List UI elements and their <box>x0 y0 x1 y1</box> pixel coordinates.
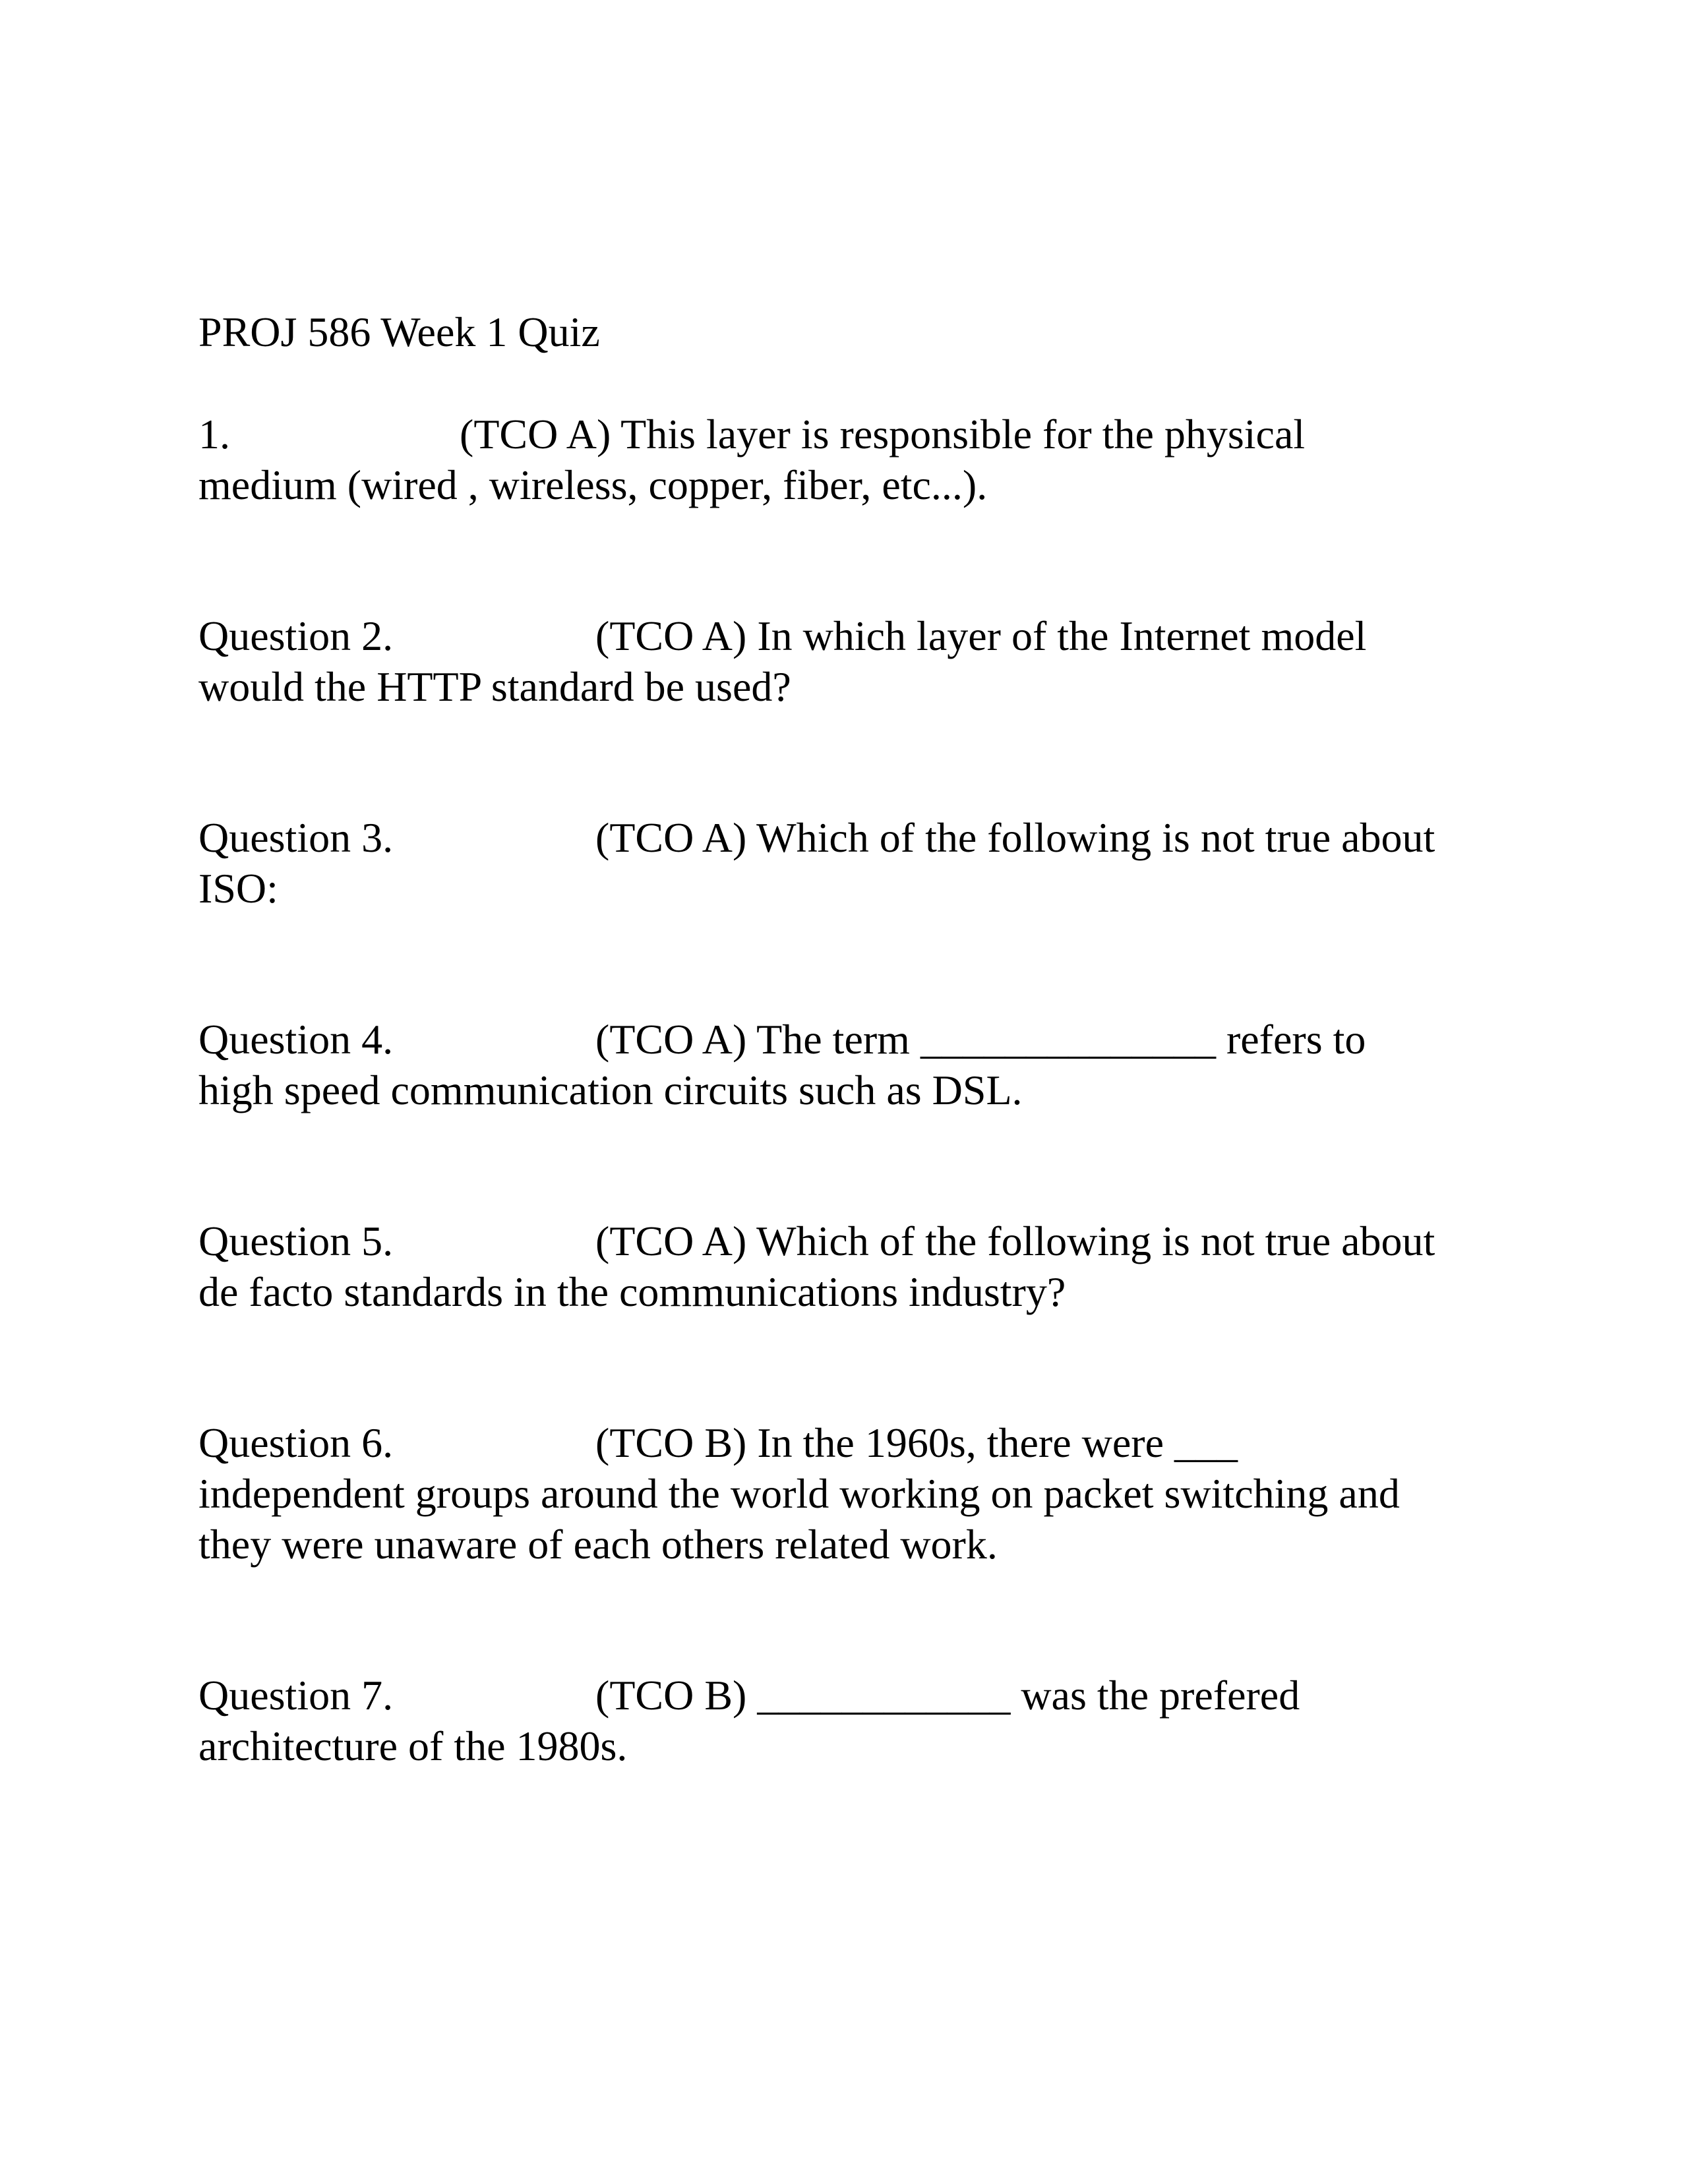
question-6-line-3: they were unaware of each others related work. <box>198 1521 998 1568</box>
question-3-line-1: (TCO A) Which of the following is not true about <box>595 814 1435 861</box>
question-5-line-2: de facto standards in the communications industry? <box>198 1268 1066 1315</box>
question-6-line-2: independent groups around the world working on packet switching and <box>198 1470 1400 1517</box>
question-3-label: Question 3. <box>198 814 394 861</box>
question-5-line-1: (TCO A) Which of the following is not true about <box>595 1218 1435 1264</box>
question-2-line-2: would the HTTP standard be used? <box>198 663 791 710</box>
question-6-line-1: (TCO B) In the 1960s, there were ___ <box>595 1419 1238 1466</box>
question-4-line-2: high speed communication circuits such as DSL. <box>198 1067 1023 1113</box>
question-4-label: Question 4. <box>198 1016 394 1063</box>
question-6-label: Question 6. <box>198 1419 394 1466</box>
question-7-line-2: architecture of the 1980s. <box>198 1723 628 1769</box>
question-7-line-1: (TCO B) ____________ was the prefered <box>595 1672 1300 1719</box>
question-4-line-1: (TCO A) The term ______________ refers to <box>595 1016 1366 1063</box>
question-7-label: Question 7. <box>198 1672 394 1719</box>
question-1-line-1: (TCO A) This layer is responsible for the physical <box>460 411 1306 457</box>
question-3-line-2: ISO: <box>198 865 278 912</box>
page-title: PROJ 586 Week 1 Quiz <box>198 309 600 355</box>
question-1-line-2: medium (wired , wireless, copper, fiber, etc...). <box>198 461 988 508</box>
question-2-label: Question 2. <box>198 612 394 659</box>
question-5-label: Question 5. <box>198 1218 394 1264</box>
question-1-label: 1. <box>198 411 230 457</box>
question-2-line-1: (TCO A) In which layer of the Internet model <box>595 612 1367 659</box>
